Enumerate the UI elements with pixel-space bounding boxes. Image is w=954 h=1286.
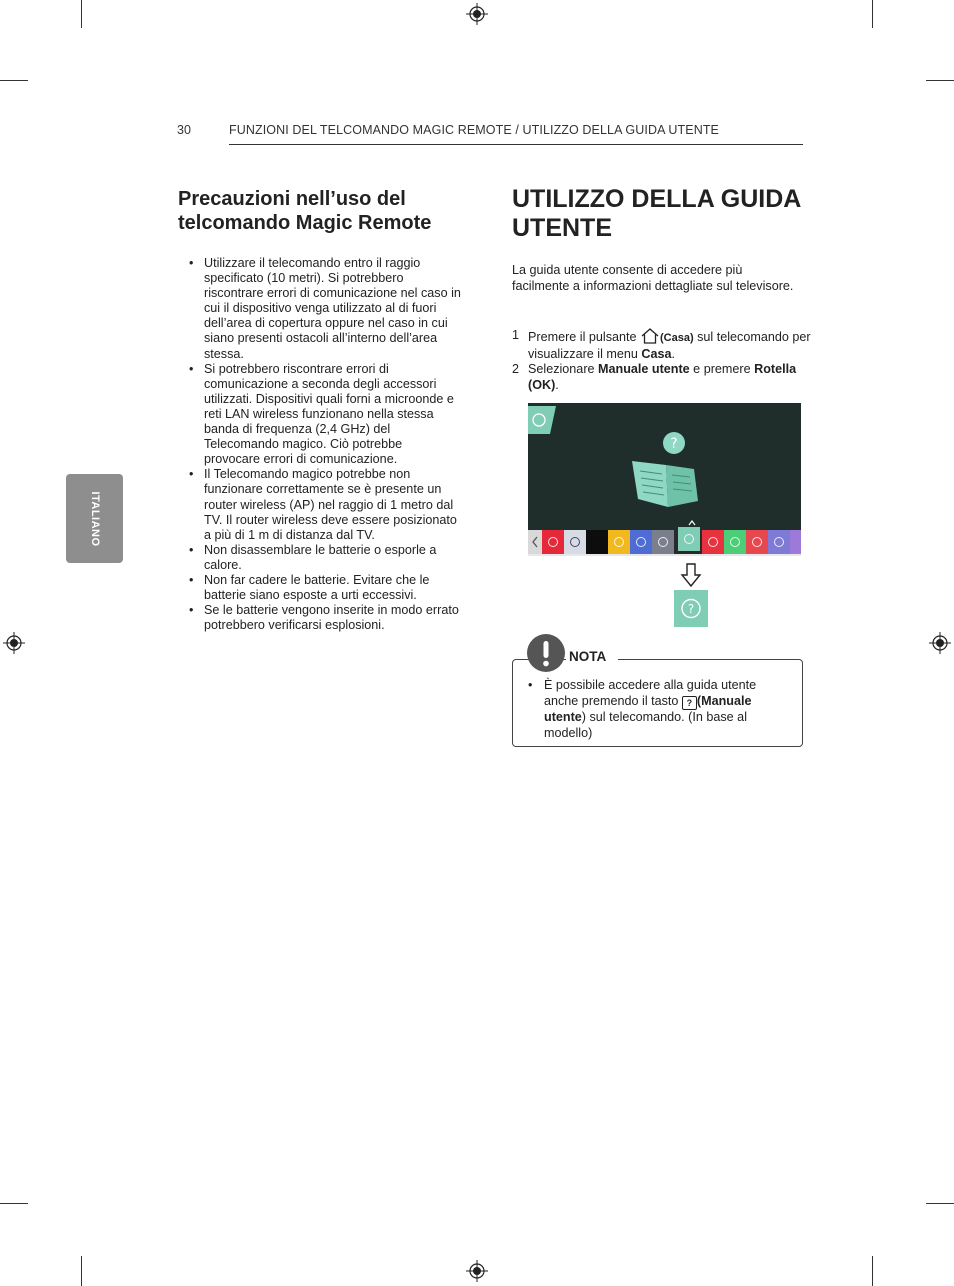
launcher-tile[interactable] bbox=[652, 530, 674, 554]
launcher-back-tile[interactable] bbox=[528, 530, 542, 554]
help-icon bbox=[684, 534, 694, 544]
note-label: NOTA bbox=[569, 649, 607, 664]
step-text: Selezionare bbox=[528, 362, 599, 376]
step-text-bold: (Casa) bbox=[660, 332, 694, 344]
list-item: • Non disassemblare le batterie o esporle a calore. bbox=[186, 543, 461, 573]
crop-mark bbox=[0, 80, 28, 81]
step-item bbox=[512, 362, 812, 393]
svg-text:?: ? bbox=[687, 602, 695, 616]
user-guide-book-icon bbox=[628, 425, 703, 515]
app-icon bbox=[708, 537, 718, 547]
crop-mark bbox=[81, 0, 82, 28]
app-icon bbox=[730, 537, 740, 547]
section-title-user-guide: UTILIZZO DELLA GUIDA UTENTE bbox=[512, 185, 801, 242]
app-icon bbox=[752, 537, 762, 547]
launcher-tile[interactable] bbox=[586, 530, 608, 554]
step-text: sul telecomando per visualizzare il menu bbox=[528, 330, 811, 361]
crop-mark bbox=[926, 80, 954, 81]
question-key-icon: ? bbox=[682, 696, 697, 710]
note-text-part: ) sul telecomando. (In base al modello) bbox=[544, 709, 747, 740]
section-title-precautions: Precauzioni nell’uso del telcomando Magic Remote bbox=[178, 188, 432, 234]
step-text: e premere bbox=[689, 362, 755, 376]
help-icon bbox=[674, 590, 708, 627]
launcher-tile[interactable] bbox=[724, 530, 746, 554]
crop-mark bbox=[926, 1203, 954, 1204]
crop-mark bbox=[872, 0, 873, 28]
user-guide-tile bbox=[674, 590, 708, 627]
app-icon bbox=[658, 537, 668, 547]
chevron-left-icon bbox=[528, 530, 542, 554]
intro-paragraph: La guida utente consente di accedere più facilmente a informazioni dettagliate sul televisore. bbox=[512, 263, 794, 293]
help-corner-icon bbox=[528, 406, 556, 434]
chevron-up-icon bbox=[687, 519, 697, 527]
tv-bottom-line bbox=[528, 554, 801, 556]
step-number: 1 bbox=[512, 328, 520, 342]
step-text: . bbox=[555, 377, 559, 392]
registration-mark-icon bbox=[3, 632, 25, 654]
step-text-bold: Casa bbox=[641, 346, 672, 361]
crop-mark bbox=[0, 1203, 28, 1204]
list-item: • Si potrebbero riscontrare errori di comunicazione a seconda degli accessori utilizzati. Dispositivi quali forni a microonde e reti LAN wireless funzionano nella stessa banda di frequenza (2,4 GHz) del Telecomando magico. Ciò potrebbe provocare errori di comunicazione. bbox=[186, 362, 461, 468]
app-icon bbox=[636, 537, 646, 547]
note-text-bold: (Manuale utente bbox=[544, 693, 752, 724]
launcher-tile[interactable] bbox=[542, 530, 564, 554]
list-item: • Utilizzare il telecomando entro il raggio specificato (10 metri). Si potrebbero riscontrare errori di comunicazione nel caso in cui il dispositivo venga utilizzato al di fuori dell’area di copertura oppure nel caso in cui siano presenti ostacoli all’interno dell’area stessa. bbox=[186, 256, 461, 362]
running-head: FUNZIONI DEL TELCOMANDO MAGIC REMOTE / UTILIZZO DELLA GUIDA UTENTE bbox=[229, 123, 719, 137]
launcher-tile[interactable] bbox=[608, 530, 630, 554]
step-text: . bbox=[671, 346, 675, 361]
app-icon bbox=[548, 537, 558, 547]
side-tab-label: ITALIANO bbox=[88, 490, 101, 547]
launcher-bar bbox=[528, 530, 801, 554]
launcher-tile[interactable] bbox=[630, 530, 652, 554]
launcher-tile[interactable] bbox=[702, 530, 724, 554]
page-number: 30 bbox=[177, 123, 191, 137]
launcher-tile[interactable] bbox=[768, 530, 790, 554]
svg-text:?: ? bbox=[670, 436, 678, 452]
app-icon bbox=[774, 537, 784, 547]
launcher-tile-user-guide[interactable] bbox=[678, 527, 700, 551]
registration-mark-icon bbox=[929, 632, 951, 654]
tv-home-screenshot bbox=[528, 403, 801, 556]
step-text: Premere il pulsante bbox=[528, 330, 640, 344]
home-icon bbox=[640, 328, 660, 344]
launcher-tile[interactable] bbox=[746, 530, 768, 554]
crop-mark bbox=[872, 1256, 873, 1286]
steps-list bbox=[512, 328, 812, 393]
registration-mark-icon bbox=[466, 1260, 488, 1282]
step-text-bold: Rotella (OK) bbox=[528, 362, 797, 392]
precautions-list bbox=[186, 256, 461, 633]
note-text-part: È possibile accedere alla guida utente anche premendo il tasto bbox=[544, 678, 757, 708]
header-rule bbox=[229, 144, 803, 145]
arrow-down-icon bbox=[679, 562, 703, 588]
step-item bbox=[512, 328, 812, 362]
list-item: • Se le batterie vengono inserite in modo errato potrebbero verificarsi esplosioni. bbox=[186, 603, 461, 633]
list-item: • Il Telecomando magico potrebbe non funzionare correttamente se è presente un router wireless (AP) nel raggio di 1 metro dal TV. Il router wireless deve essere posizionato a più di 1 m di distanza dal TV. bbox=[186, 467, 461, 542]
step-text-bold: Manuale utente bbox=[598, 362, 690, 376]
list-item: • Non far cadere le batterie. Evitare che le batterie siano esposte a urti eccessivi. bbox=[186, 573, 461, 603]
app-icon bbox=[570, 537, 580, 547]
note-text bbox=[528, 678, 788, 741]
registration-mark-icon bbox=[466, 3, 488, 25]
language-side-tab bbox=[66, 474, 123, 563]
launcher-tile[interactable] bbox=[790, 530, 801, 554]
crop-mark bbox=[81, 1256, 82, 1286]
app-icon bbox=[614, 537, 624, 547]
step-number: 2 bbox=[512, 362, 520, 376]
launcher-tile[interactable] bbox=[564, 530, 586, 554]
exclamation-icon bbox=[527, 634, 565, 672]
